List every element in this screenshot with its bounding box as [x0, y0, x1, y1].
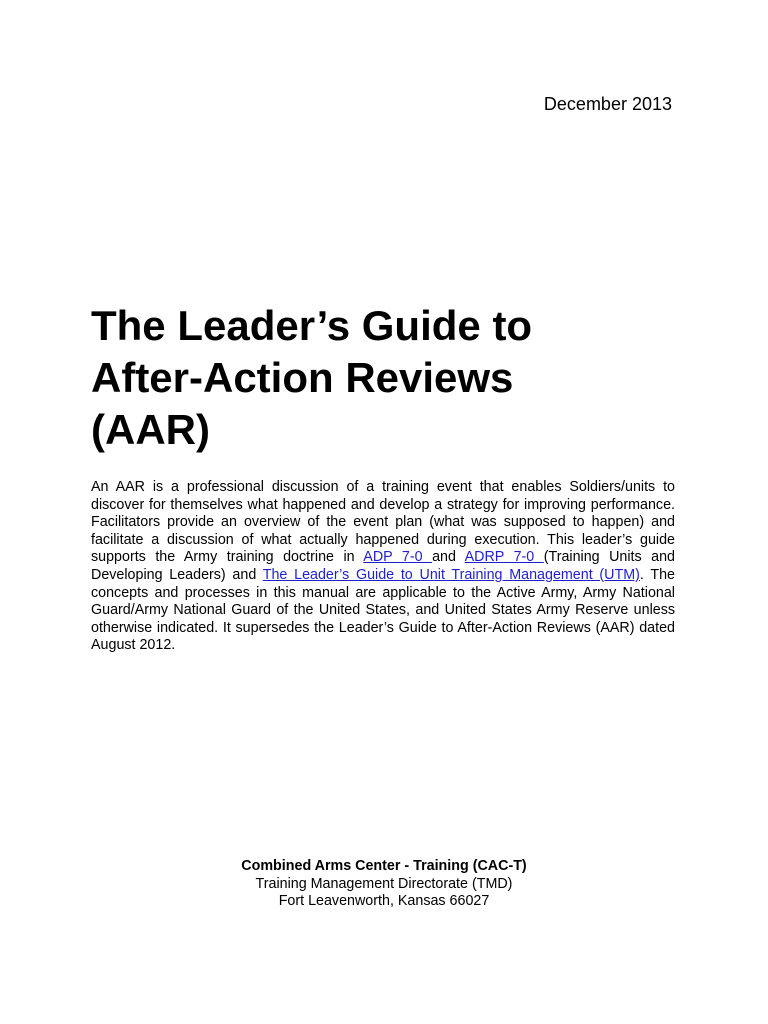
adrp-7-0-link[interactable]: ADRP 7-0: [464, 549, 544, 566]
utm-guide-link[interactable]: The Leader’s Guide to Unit Training Management (UTM): [262, 566, 640, 583]
intro-text-2: and: [432, 549, 465, 566]
title-line-1: The Leader’s Guide to: [91, 302, 533, 349]
publisher-directorate: Training Management Directorate (TMD): [255, 875, 513, 892]
publisher-block: [0, 858, 768, 911]
title-line-2: After-Action Reviews: [91, 354, 514, 401]
intro-text-4: . The concepts and processes in this manual are applicable to the Active Army, Army National Guard/Army National Guard of the United States, and United States Army Reserve unless otherwise indicated. It supersedes the Leader’s Guide to After-Action Reviews (AAR) dated August 2012.: [91, 566, 675, 654]
publication-date: December 2013: [543, 94, 672, 114]
publisher-address: Fort Leavenworth, Kansas 66027: [278, 893, 490, 910]
publisher-organization: Combined Arms Center - Training (CAC-T): [241, 858, 527, 874]
title-line-3: (AAR): [91, 406, 210, 453]
intro-text-1: An AAR is a professional discussion of a training event that enables Soldiers/units to discover for themselves what happened and develop a strategy for improving performance. Facilitators provide an overview of the event plan (what was supposed to happen) and facilitate a discussion of what actually happened during execution. This leader’s guide supports the Army training doctrine in: [91, 479, 675, 566]
document-title: [91, 300, 691, 456]
adp-7-0-link[interactable]: ADP 7-0: [363, 549, 433, 566]
intro-text-3: (Training Units and Developing Leaders) and: [91, 549, 676, 583]
intro-paragraph: [91, 479, 675, 655]
